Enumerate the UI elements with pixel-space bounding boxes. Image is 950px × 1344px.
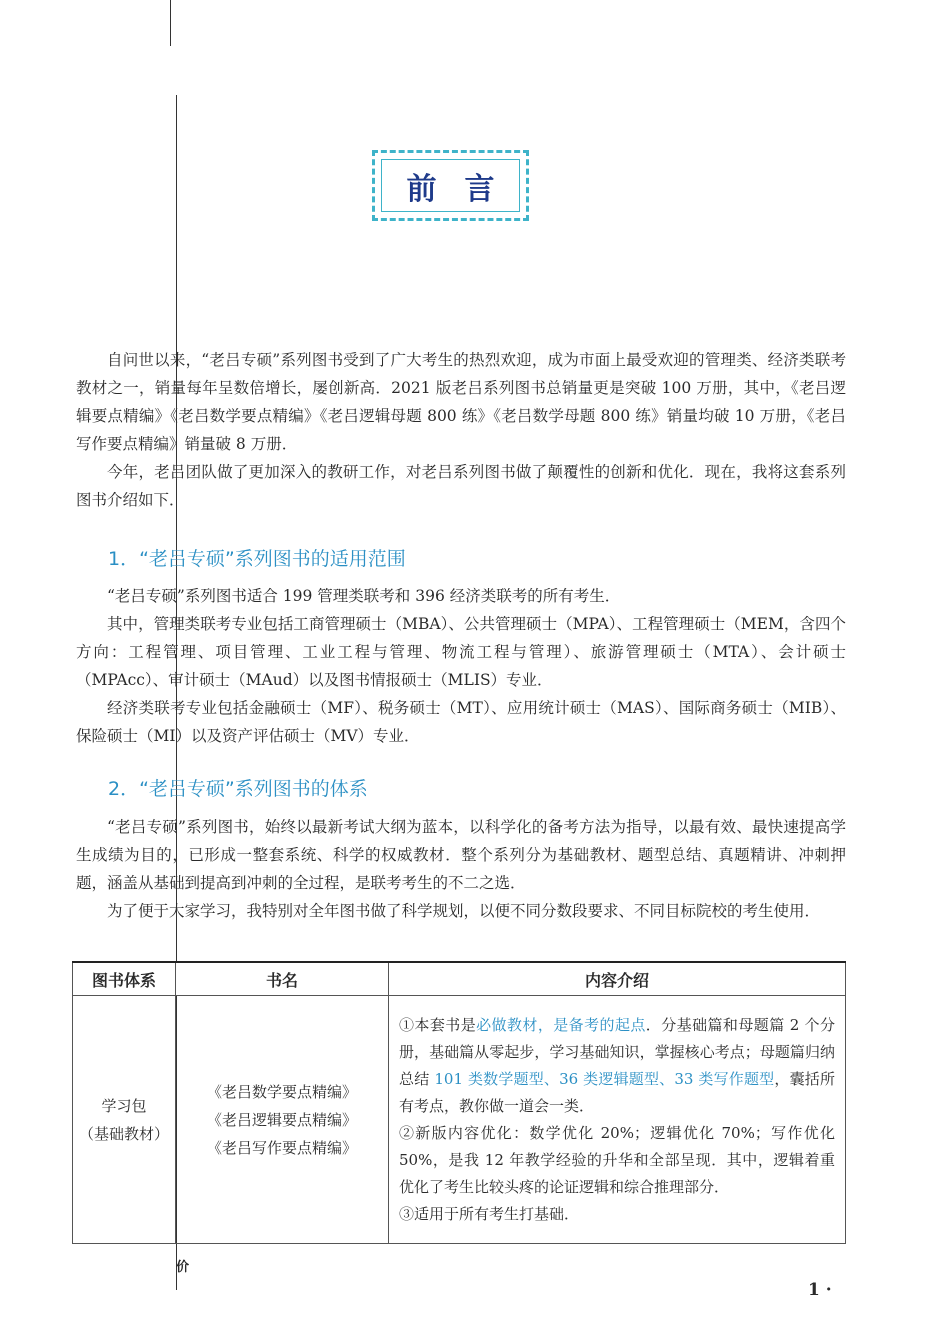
content-p1-start: ①本套书是: [399, 1015, 477, 1034]
header-book-name: 书名: [176, 962, 389, 996]
content-point-1: [399, 1012, 835, 1120]
content-point-2: ②新版内容优化：数学优化 20%；逻辑优化 70%；写作优化 50%，是我 12 年教学经验的升华和全部呈现．其中，逻辑着重优化了考生比较头疼的论证逻辑和综合推理部分．: [399, 1123, 835, 1196]
section-2-paragraph-2: 为了便于大家学习，我特别对全年图书做了科学规划，以便不同分数段要求、不同目标院校的考生使用．: [107, 902, 821, 920]
table-row: [73, 996, 846, 1244]
section-1-paragraph-2: 其中，管理类联考专业包括工商管理硕士（MBA）、公共管理硕士（MPA）、工程管理硕士（MEM，含四个方向：工程管理、项目管理、工业工程与管理、物流工程与管理）、旅游管理硕士（MTA）、会计硕士（MPAcc）、审计硕士（MAud）以及图书情报硕士（MLIS）专业．: [76, 615, 846, 689]
title-frame: [372, 150, 529, 221]
book-system-table: [72, 961, 846, 1244]
page-number: 1 ·: [808, 1280, 832, 1300]
content-p1-middle: ．分基础篇和母题篇 2 个分册，基础篇从零起步，学习基础知识，掌握核心考点；母题篇归纳总结: [399, 1015, 835, 1088]
section-2-body: [76, 813, 846, 925]
book-title-writing: 《老吕写作要点精编》: [206, 1138, 357, 1157]
section-1-heading: 1．“老吕专硕”系列图书的适用范围: [108, 548, 406, 570]
margin-line-top: [170, 0, 171, 46]
table-header-row: [73, 962, 846, 996]
section-1-body: [76, 582, 846, 750]
content-p1-end: ，囊括所有考点，教你做一道会一类．: [399, 1069, 835, 1115]
category-name: 学习包: [101, 1096, 147, 1115]
section-1-paragraph-1: “老吕专硕”系列图书适合 199 管理类联考和 396 经济类联考的所有考生．: [107, 587, 621, 605]
category-cell: [73, 996, 176, 1244]
intro-block: [76, 346, 846, 514]
intro-paragraph-2: 今年，老吕团队做了更加深入的教研工作，对老吕系列图书做了颠覆性的创新和优化．现在，我将这套系列图书介绍如下．: [76, 463, 846, 509]
page-title: 前言: [406, 171, 523, 207]
section-2-paragraph-1: “老吕专硕”系列图书，始终以最新考试大纲为蓝本，以科学化的备考方法为指导，以最有效、最快速提高学生成绩为目的，已形成一整套系统、科学的权威教材．整个系列分为基础教材、题型总结、真题精讲、冲刺押题，涵盖从基础到提高到冲刺的全过程，是联考考生的不二之选．: [76, 818, 846, 892]
book-title-logic: 《老吕逻辑要点精编》: [206, 1110, 357, 1129]
header-content: 内容介绍: [389, 962, 846, 996]
category-type: （基础教材）: [78, 1124, 169, 1143]
book-title-math: 《老吕数学要点精编》: [206, 1082, 357, 1101]
header-category: 图书体系: [73, 962, 176, 996]
book-names-cell: [176, 996, 389, 1244]
section-1-paragraph-3: 经济类联考专业包括金融硕士（MF）、税务硕士（MT）、应用统计硕士（MAS）、国际商务硕士（MIB）、保险硕士（MI）以及资产评估硕士（MV）专业．: [76, 699, 846, 745]
content-p1-highlight: 必做教材，是备考的起点: [476, 1015, 646, 1034]
title-frame-inner: [381, 159, 523, 212]
content-cell: [389, 996, 846, 1244]
section-2-heading: 2．“老吕专硕”系列图书的体系: [108, 778, 368, 800]
content-point-3: ③适用于所有考生打基础．: [399, 1204, 580, 1223]
content-p1-highlight-2: 101 类数学题型、36 类逻辑题型、33 类写作题型: [434, 1069, 775, 1088]
footer-mark: 价: [176, 1260, 190, 1275]
intro-paragraph-1: 自问世以来，“老吕专硕”系列图书受到了广大考生的热烈欢迎，成为市面上最受欢迎的管理类、经济类联考教材之一，销量每年呈数倍增长，屡创新高．2021 版老吕系列图书总销量更是突破 100 万册，其中，《老吕逻辑要点精编》《老吕数学要点精编》《老吕逻辑母题 800 练》《老吕数学母题 800 练》销量均破 10 万册，《老吕写作要点精编》销量破 8 万册．: [76, 351, 846, 453]
